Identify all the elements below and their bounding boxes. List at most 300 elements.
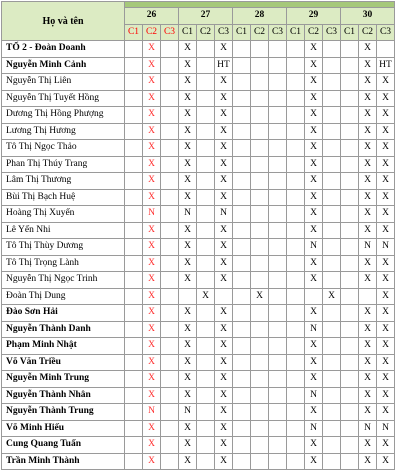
person-name-cell: Nguyễn Thị Tuyết Hồng xyxy=(2,90,125,107)
attendance-cell xyxy=(323,57,341,74)
attendance-cell xyxy=(251,371,269,388)
attendance-cell xyxy=(233,189,251,206)
attendance-cell xyxy=(341,74,359,91)
attendance-cell xyxy=(341,420,359,437)
attendance-cell: X xyxy=(215,90,233,107)
attendance-cell xyxy=(197,338,215,355)
attendance-cell xyxy=(233,74,251,91)
session-header: C2 xyxy=(305,24,323,41)
attendance-cell xyxy=(197,420,215,437)
attendance-cell xyxy=(251,140,269,157)
attendance-cell xyxy=(125,272,143,289)
attendance-cell xyxy=(125,140,143,157)
attendance-cell xyxy=(125,387,143,404)
person-name-cell: Phạm Minh Nhật xyxy=(2,338,125,355)
attendance-cell xyxy=(323,305,341,322)
attendance-cell xyxy=(125,173,143,190)
attendance-cell xyxy=(341,173,359,190)
attendance-cell xyxy=(323,140,341,157)
attendance-cell: X xyxy=(359,338,377,355)
attendance-cell xyxy=(251,387,269,404)
attendance-cell: X xyxy=(143,189,161,206)
attendance-cell xyxy=(341,288,359,305)
attendance-cell: X xyxy=(377,371,395,388)
attendance-cell xyxy=(215,288,233,305)
attendance-cell xyxy=(323,338,341,355)
attendance-cell xyxy=(197,321,215,338)
attendance-cell xyxy=(125,453,143,470)
attendance-cell xyxy=(161,206,179,223)
attendance-cell xyxy=(341,404,359,421)
attendance-cell: X xyxy=(359,305,377,322)
attendance-cell xyxy=(125,123,143,140)
attendance-cell xyxy=(341,239,359,256)
attendance-cell xyxy=(269,321,287,338)
attendance-cell xyxy=(341,272,359,289)
table-row xyxy=(2,90,395,107)
table-row xyxy=(2,404,395,421)
attendance-cell xyxy=(323,90,341,107)
attendance-cell: X xyxy=(359,57,377,74)
attendance-cell xyxy=(323,437,341,454)
attendance-cell: N xyxy=(143,404,161,421)
person-name-cell: Nguyễn Minh Trung xyxy=(2,371,125,388)
attendance-cell xyxy=(269,173,287,190)
attendance-cell xyxy=(197,222,215,239)
attendance-cell: X xyxy=(377,156,395,173)
attendance-cell: X xyxy=(215,371,233,388)
attendance-cell: X xyxy=(215,107,233,124)
attendance-cell xyxy=(161,156,179,173)
attendance-cell: X xyxy=(143,288,161,305)
attendance-cell: X xyxy=(143,90,161,107)
attendance-cell xyxy=(269,338,287,355)
attendance-cell xyxy=(233,123,251,140)
attendance-cell xyxy=(125,57,143,74)
attendance-cell xyxy=(233,222,251,239)
attendance-cell: X xyxy=(323,288,341,305)
attendance-cell: X xyxy=(359,255,377,272)
attendance-cell xyxy=(287,222,305,239)
attendance-cell xyxy=(269,305,287,322)
attendance-cell xyxy=(125,354,143,371)
attendance-cell xyxy=(251,173,269,190)
attendance-cell xyxy=(251,239,269,256)
attendance-cell: X xyxy=(305,272,323,289)
attendance-cell: X xyxy=(359,222,377,239)
attendance-cell: X xyxy=(377,74,395,91)
attendance-cell: X xyxy=(359,189,377,206)
attendance-cell: X xyxy=(359,321,377,338)
attendance-cell: X xyxy=(251,288,269,305)
attendance-cell xyxy=(287,288,305,305)
attendance-cell: X xyxy=(377,404,395,421)
attendance-cell xyxy=(233,239,251,256)
person-name-cell: Đoàn Thị Dung xyxy=(2,288,125,305)
attendance-cell xyxy=(287,404,305,421)
attendance-cell xyxy=(161,272,179,289)
attendance-cell xyxy=(125,74,143,91)
attendance-cell: X xyxy=(143,140,161,157)
attendance-cell xyxy=(341,338,359,355)
attendance-cell: X xyxy=(377,453,395,470)
attendance-cell: X xyxy=(305,156,323,173)
attendance-cell: X xyxy=(305,404,323,421)
attendance-cell xyxy=(269,387,287,404)
attendance-cell xyxy=(197,354,215,371)
attendance-cell: X xyxy=(377,321,395,338)
session-header: C2 xyxy=(251,24,269,41)
attendance-cell: X xyxy=(179,74,197,91)
attendance-cell: X xyxy=(179,239,197,256)
attendance-cell: X xyxy=(377,387,395,404)
table-header xyxy=(2,2,395,41)
table-row xyxy=(2,321,395,338)
attendance-cell: X xyxy=(143,41,161,58)
attendance-cell xyxy=(323,41,341,58)
attendance-cell xyxy=(287,255,305,272)
table-row xyxy=(2,222,395,239)
attendance-cell: X xyxy=(143,123,161,140)
attendance-cell xyxy=(341,156,359,173)
attendance-cell xyxy=(161,173,179,190)
person-name-cell: Nguyễn Minh Cảnh xyxy=(2,57,125,74)
table-row xyxy=(2,255,395,272)
attendance-cell xyxy=(179,288,197,305)
attendance-cell: X xyxy=(179,222,197,239)
attendance-cell: X xyxy=(143,74,161,91)
attendance-cell xyxy=(251,107,269,124)
table-row xyxy=(2,387,395,404)
attendance-cell xyxy=(161,123,179,140)
person-name-cell: Phan Thị Thúy Trang xyxy=(2,156,125,173)
table-row xyxy=(2,239,395,256)
attendance-cell xyxy=(341,107,359,124)
session-header: C3 xyxy=(215,24,233,41)
attendance-cell xyxy=(197,255,215,272)
attendance-cell: X xyxy=(179,140,197,157)
table-row xyxy=(2,354,395,371)
attendance-cell xyxy=(233,404,251,421)
attendance-cell xyxy=(323,206,341,223)
table-row xyxy=(2,173,395,190)
attendance-cell xyxy=(287,206,305,223)
attendance-cell: HT xyxy=(377,57,395,74)
table-row xyxy=(2,305,395,322)
attendance-cell xyxy=(197,173,215,190)
attendance-cell xyxy=(233,437,251,454)
attendance-cell xyxy=(287,189,305,206)
attendance-cell: X xyxy=(197,288,215,305)
attendance-cell xyxy=(197,387,215,404)
attendance-cell xyxy=(251,74,269,91)
attendance-cell xyxy=(233,90,251,107)
attendance-cell xyxy=(125,90,143,107)
attendance-cell xyxy=(287,305,305,322)
attendance-cell: X xyxy=(215,387,233,404)
attendance-cell: N xyxy=(179,206,197,223)
attendance-cell xyxy=(287,123,305,140)
attendance-cell: X xyxy=(143,255,161,272)
attendance-cell: X xyxy=(215,453,233,470)
attendance-cell: X xyxy=(215,255,233,272)
attendance-cell xyxy=(161,354,179,371)
attendance-cell xyxy=(125,371,143,388)
attendance-cell: N xyxy=(377,420,395,437)
attendance-cell xyxy=(197,74,215,91)
person-name-cell: Nguyễn Thị Ngọc Trinh xyxy=(2,272,125,289)
attendance-cell: X xyxy=(215,272,233,289)
attendance-cell xyxy=(233,272,251,289)
attendance-cell: X xyxy=(377,90,395,107)
attendance-cell xyxy=(197,90,215,107)
attendance-cell xyxy=(251,189,269,206)
attendance-cell xyxy=(269,354,287,371)
attendance-cell: X xyxy=(215,305,233,322)
attendance-cell xyxy=(341,123,359,140)
attendance-cell xyxy=(305,288,323,305)
attendance-cell: X xyxy=(305,437,323,454)
attendance-cell: X xyxy=(377,305,395,322)
attendance-cell: X xyxy=(305,74,323,91)
attendance-cell: N xyxy=(305,387,323,404)
attendance-cell xyxy=(197,305,215,322)
attendance-cell: N xyxy=(179,404,197,421)
attendance-cell xyxy=(323,321,341,338)
attendance-cell xyxy=(233,156,251,173)
attendance-cell: X xyxy=(179,255,197,272)
attendance-cell xyxy=(269,107,287,124)
attendance-cell: X xyxy=(215,222,233,239)
attendance-cell xyxy=(341,189,359,206)
attendance-cell xyxy=(161,255,179,272)
attendance-cell xyxy=(161,288,179,305)
attendance-cell: X xyxy=(359,272,377,289)
attendance-cell xyxy=(233,140,251,157)
attendance-cell xyxy=(125,156,143,173)
attendance-cell: N xyxy=(305,239,323,256)
session-header: C1 xyxy=(233,24,251,41)
attendance-cell xyxy=(233,354,251,371)
attendance-cell xyxy=(161,437,179,454)
attendance-cell xyxy=(341,387,359,404)
person-name-cell: Hoàng Thị Xuyến xyxy=(2,206,125,223)
attendance-cell: X xyxy=(305,338,323,355)
attendance-cell: X xyxy=(143,371,161,388)
table-row xyxy=(2,272,395,289)
attendance-cell: X xyxy=(359,354,377,371)
table-row xyxy=(2,140,395,157)
attendance-cell xyxy=(125,437,143,454)
attendance-cell xyxy=(161,74,179,91)
attendance-cell xyxy=(269,453,287,470)
session-header: C1 xyxy=(125,24,143,41)
attendance-cell xyxy=(233,57,251,74)
attendance-cell xyxy=(341,140,359,157)
session-header: C3 xyxy=(323,24,341,41)
attendance-cell: N xyxy=(377,239,395,256)
attendance-cell: X xyxy=(359,140,377,157)
attendance-cell: X xyxy=(179,321,197,338)
person-name-cell: Tô Thị Ngọc Thảo xyxy=(2,140,125,157)
attendance-cell xyxy=(251,453,269,470)
attendance-cell xyxy=(125,321,143,338)
attendance-cell xyxy=(287,272,305,289)
attendance-cell xyxy=(233,206,251,223)
attendance-cell: X xyxy=(359,206,377,223)
attendance-cell: X xyxy=(377,189,395,206)
attendance-cell: X xyxy=(179,305,197,322)
attendance-cell: X xyxy=(359,156,377,173)
attendance-cell xyxy=(341,57,359,74)
attendance-cell: X xyxy=(215,437,233,454)
attendance-cell xyxy=(161,371,179,388)
attendance-cell: X xyxy=(143,222,161,239)
attendance-cell: X xyxy=(377,173,395,190)
day-header: 27 xyxy=(179,8,233,25)
attendance-cell xyxy=(341,321,359,338)
attendance-cell: X xyxy=(305,453,323,470)
attendance-cell: X xyxy=(377,272,395,289)
attendance-cell: X xyxy=(305,371,323,388)
attendance-cell xyxy=(197,123,215,140)
attendance-cell: X xyxy=(359,123,377,140)
attendance-cell xyxy=(323,371,341,388)
attendance-cell xyxy=(251,156,269,173)
attendance-cell: X xyxy=(305,123,323,140)
attendance-cell xyxy=(269,272,287,289)
attendance-cell xyxy=(233,288,251,305)
attendance-cell xyxy=(161,57,179,74)
person-name-cell: Nguyễn Thành Trung xyxy=(2,404,125,421)
attendance-cell: X xyxy=(305,107,323,124)
attendance-cell xyxy=(287,371,305,388)
attendance-cell xyxy=(269,404,287,421)
attendance-cell xyxy=(251,90,269,107)
attendance-cell: X xyxy=(143,354,161,371)
attendance-cell xyxy=(125,222,143,239)
attendance-cell: X xyxy=(377,288,395,305)
attendance-cell: N xyxy=(359,239,377,256)
attendance-cell: X xyxy=(179,420,197,437)
attendance-cell: X xyxy=(215,140,233,157)
attendance-cell xyxy=(287,41,305,58)
attendance-cell: X xyxy=(179,387,197,404)
attendance-cell: X xyxy=(359,74,377,91)
attendance-cell: X xyxy=(215,189,233,206)
attendance-cell: X xyxy=(179,354,197,371)
attendance-cell xyxy=(269,140,287,157)
attendance-cell xyxy=(125,206,143,223)
attendance-cell xyxy=(233,453,251,470)
attendance-cell: X xyxy=(305,140,323,157)
attendance-cell xyxy=(323,420,341,437)
attendance-cell: X xyxy=(359,173,377,190)
attendance-cell xyxy=(287,107,305,124)
attendance-cell: X xyxy=(305,255,323,272)
person-name-cell: Tô Thị Trọng Lành xyxy=(2,255,125,272)
attendance-cell xyxy=(269,57,287,74)
attendance-cell: X xyxy=(143,107,161,124)
attendance-cell xyxy=(323,173,341,190)
attendance-cell xyxy=(287,57,305,74)
attendance-cell: X xyxy=(179,123,197,140)
table-row xyxy=(2,123,395,140)
attendance-cell xyxy=(161,338,179,355)
attendance-cell xyxy=(323,156,341,173)
attendance-cell xyxy=(197,371,215,388)
attendance-cell xyxy=(251,338,269,355)
table-row xyxy=(2,156,395,173)
attendance-cell xyxy=(269,239,287,256)
attendance-cell xyxy=(359,288,377,305)
attendance-table xyxy=(1,1,395,470)
table-row xyxy=(2,420,395,437)
attendance-cell: X xyxy=(359,90,377,107)
attendance-cell: N xyxy=(215,206,233,223)
attendance-cell xyxy=(161,189,179,206)
attendance-cell: N xyxy=(359,420,377,437)
attendance-cell: X xyxy=(143,338,161,355)
attendance-cell xyxy=(251,41,269,58)
attendance-cell xyxy=(341,305,359,322)
attendance-cell xyxy=(161,420,179,437)
attendance-cell: X xyxy=(359,107,377,124)
person-name-cell: Dương Thị Hồng Phượng xyxy=(2,107,125,124)
attendance-cell xyxy=(233,420,251,437)
attendance-cell: X xyxy=(359,41,377,58)
attendance-cell xyxy=(323,107,341,124)
attendance-cell: X xyxy=(359,437,377,454)
attendance-cell xyxy=(197,239,215,256)
attendance-cell xyxy=(197,140,215,157)
attendance-cell: X xyxy=(359,371,377,388)
attendance-cell: X xyxy=(215,321,233,338)
person-name-cell: Võ Minh Hiếu xyxy=(2,420,125,437)
attendance-cell xyxy=(233,255,251,272)
attendance-cell: X xyxy=(377,107,395,124)
attendance-cell: N xyxy=(305,420,323,437)
attendance-cell xyxy=(269,371,287,388)
attendance-cell xyxy=(341,453,359,470)
session-header: C2 xyxy=(143,24,161,41)
session-header: C3 xyxy=(377,24,395,41)
session-header: C3 xyxy=(161,24,179,41)
person-name-cell: Lương Thị Hương xyxy=(2,123,125,140)
attendance-cell: X xyxy=(215,74,233,91)
table-row xyxy=(2,453,395,470)
attendance-cell: X xyxy=(305,173,323,190)
attendance-cell xyxy=(251,305,269,322)
attendance-cell: X xyxy=(305,354,323,371)
attendance-cell xyxy=(269,156,287,173)
attendance-cell: X xyxy=(179,57,197,74)
attendance-cell: X xyxy=(179,338,197,355)
attendance-cell xyxy=(125,305,143,322)
attendance-cell: X xyxy=(179,90,197,107)
attendance-cell xyxy=(161,305,179,322)
table-row xyxy=(2,371,395,388)
attendance-cell xyxy=(161,41,179,58)
attendance-cell xyxy=(269,123,287,140)
attendance-cell xyxy=(323,123,341,140)
attendance-cell: X xyxy=(143,420,161,437)
attendance-cell xyxy=(323,74,341,91)
attendance-cell xyxy=(287,453,305,470)
attendance-cell: X xyxy=(359,453,377,470)
attendance-cell xyxy=(251,255,269,272)
person-name-cell: Đào Sơn Hải xyxy=(2,305,125,322)
